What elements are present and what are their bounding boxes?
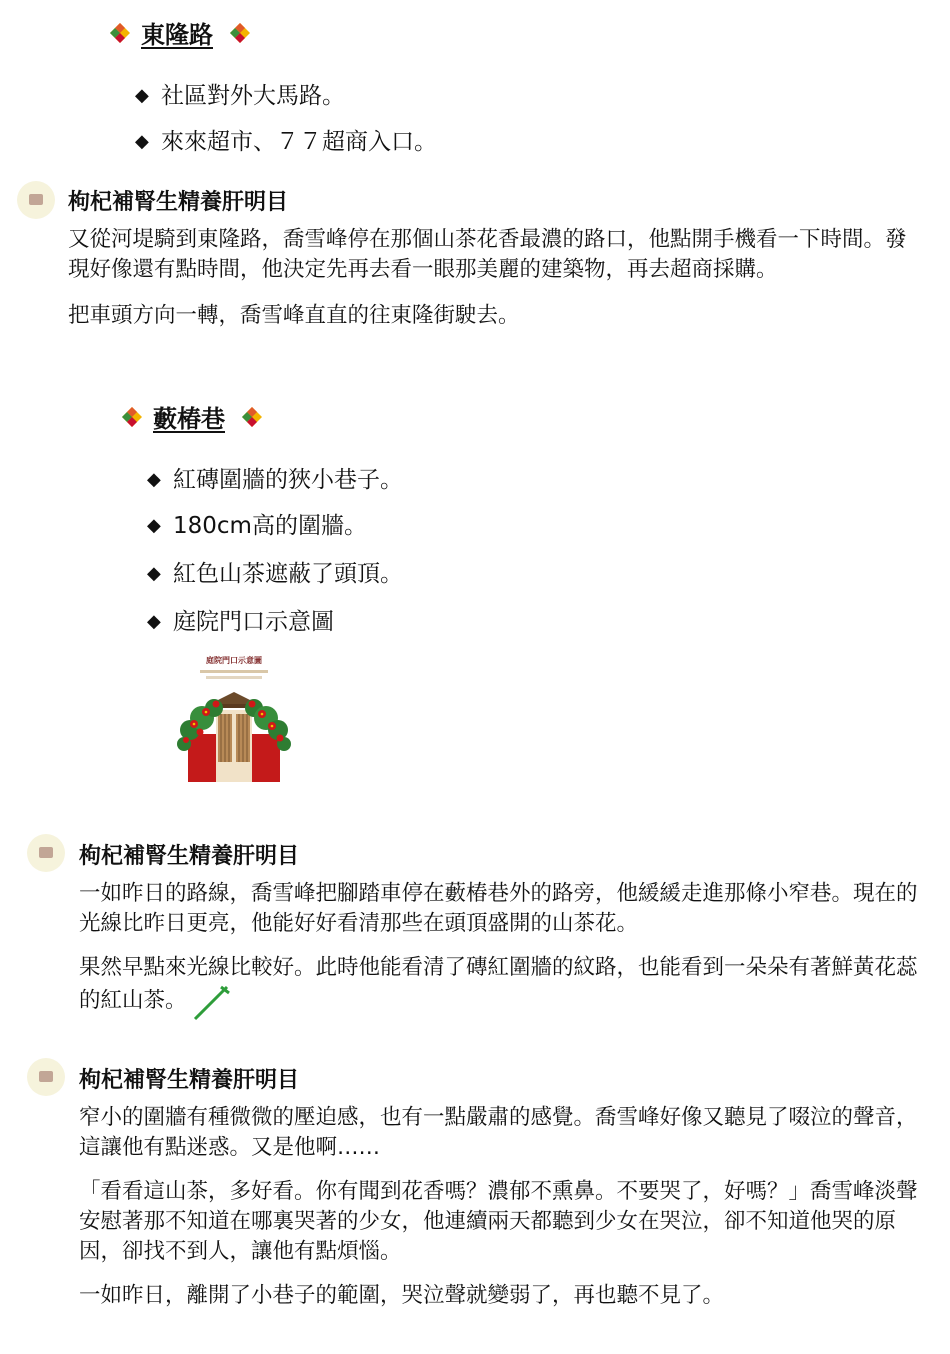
list-item: ◆ 紅磚圍牆的狹小巷子。 (147, 467, 403, 493)
section-title[interactable]: 東隆路 (141, 21, 213, 49)
list-item: ◆ 紅色山茶遮蔽了頭頂。 (147, 561, 403, 587)
post-author[interactable]: 枸杞補腎生精養肝明目 (79, 844, 300, 869)
post-paragraph: 果然早點來光線比較好。此時他能看清了磚紅圍牆的紋路，也能看到一朵朵有著鮮黃花蕊的紅山茶。 (79, 953, 919, 1023)
bullet-diamond-icon: ◆ (147, 469, 161, 490)
post-author[interactable]: 枸杞補腎生精養肝明目 (79, 1068, 300, 1093)
gate-illustration-icon (172, 652, 296, 786)
bullet-diamond-icon: ◆ (135, 85, 149, 106)
diamond-ornament-icon (241, 406, 263, 428)
avatar[interactable] (27, 1058, 65, 1096)
diamond-ornament-icon (109, 22, 131, 44)
avatar[interactable] (27, 834, 65, 872)
post-author[interactable]: 枸杞補腎生精養肝明目 (68, 190, 289, 215)
avatar[interactable] (17, 181, 55, 219)
list-item: ◆ 來來超市、７７超商入口。 (135, 129, 437, 155)
post-paragraph: 一如昨日，離開了小巷子的範圍，哭泣聲就變弱了，再也聽不見了。 (79, 1283, 725, 1308)
bullet-diamond-icon: ◆ (147, 563, 161, 584)
post-body (68, 225, 918, 331)
post-body (79, 1103, 919, 1311)
post-paragraph: 「看看這山茶，多好看。你有聞到花香嗎？濃郁不熏鼻。不要哭了，好嗎？」喬雪峰淡聲安慰著那不知道在哪裏哭著的少女，他連續兩天都聽到少女在哭泣，卻不知道他哭的原因，卻找不到人，讓他有點煩惱。 (79, 1179, 918, 1264)
courtyard-gate-image[interactable] (172, 652, 296, 786)
diamond-ornament-icon (229, 22, 251, 44)
pen-cursor-icon (191, 983, 235, 1023)
bullet-diamond-icon: ◆ (147, 611, 161, 632)
bullet-diamond-icon: ◆ (147, 515, 161, 536)
list-item: ◆ 社區對外大馬路。 (135, 83, 345, 109)
list-item: ◆ 庭院門口示意圖 (147, 609, 334, 635)
bullet-diamond-icon: ◆ (135, 131, 149, 152)
section-title[interactable]: 藪椿巷 (153, 405, 225, 433)
diamond-ornament-icon (121, 406, 143, 428)
post-body (79, 879, 919, 1023)
post-paragraph: 一如昨日的路線，喬雪峰把腳踏車停在藪椿巷外的路旁，他緩緩走進那條小窄巷。現在的光線比昨日更亮，他能好好看清那些在頭頂盛開的山茶花。 (79, 881, 918, 936)
post-paragraph: 窄小的圍牆有種微微的壓迫感，也有一點嚴肅的感覺。喬雪峰好像又聽見了啜泣的聲音，這讓他有點迷惑。又是他啊…… (79, 1105, 918, 1160)
list-item: ◆ 180cm高的圍牆。 (147, 513, 367, 539)
image-caption: 庭院門口示意圖 (206, 656, 262, 665)
post-paragraph: 又從河堤騎到東隆路，喬雪峰停在那個山茶花香最濃的路口，他點開手機看一下時間。發現好像還有點時間，他決定先再去看一眼那美麗的建築物，再去超商採購。 (68, 227, 907, 282)
post-paragraph: 把車頭方向一轉，喬雪峰直直的往東隆街駛去。 (68, 303, 520, 328)
